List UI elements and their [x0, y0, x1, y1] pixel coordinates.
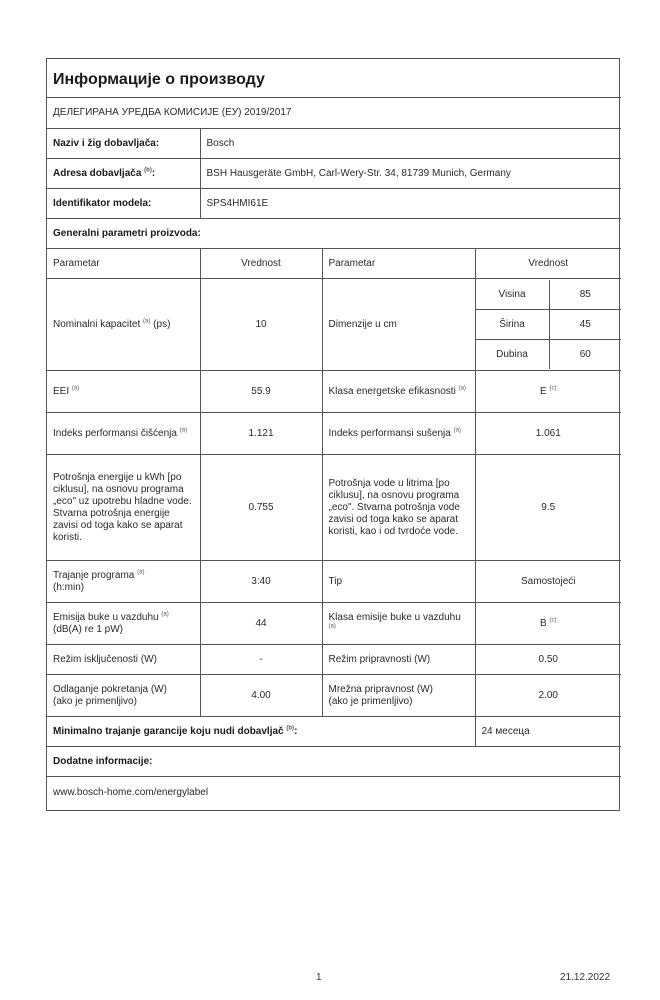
water-consumption-label: Potrošnja vode u litrima [po ciklusu], na osnovu programa „eco". Stvarna potrošnja vode zavisi od toga kako se aparat koristi, kao i od tvrdoće vode. — [322, 455, 475, 561]
page-number: 1 — [316, 972, 322, 983]
standby-mode-label: Režim pripravnosti (W) — [322, 645, 475, 675]
warranty-value: 24 месеца — [475, 717, 621, 747]
networked-standby-value: 2.00 — [475, 675, 621, 717]
capacity-label: Nominalni kapacitet $^{(a)}$ (ps) — [47, 279, 200, 371]
model-identifier-value: SPS4HMI61E — [200, 189, 621, 219]
eei-label: EEI $^{(a)}$ — [47, 371, 200, 413]
energy-class-value: E $^{(c)}$ — [475, 371, 621, 413]
footnote-marker: (b) — [144, 167, 152, 174]
noise-emission-label: Emisija buke u vazduhu $^{(a)}$ (dB(A) re 1 pW) — [47, 603, 200, 645]
type-label: Tip — [322, 561, 475, 603]
dimensions-values — [475, 279, 621, 371]
program-duration-value: 3:40 — [200, 561, 322, 603]
warranty-label: Minimalno trajanje garancije koju nudi dobavljač $^{(b)}$: — [47, 717, 475, 747]
product-info-table — [47, 59, 621, 810]
supplier-address-value: BSH Hausgeräte GmbH, Carl-Wery-Str. 34, 81739 Munich, Germany — [200, 159, 621, 189]
depth-label: Dubina — [476, 340, 550, 370]
water-consumption-value: 9.5 — [475, 455, 621, 561]
general-parameters-heading: Generalni parametri proizvoda: — [47, 219, 621, 249]
energy-class-label: Klasa energetske efikasnosti $^{(a)}$ — [322, 371, 475, 413]
type-value: Samostojeći — [475, 561, 621, 603]
noise-emission-value: 44 — [200, 603, 322, 645]
dimensions-table — [476, 280, 622, 369]
cleaning-index-label: Indeks performansi čišćenja $^{(a)}$ — [47, 413, 200, 455]
drying-index-label: Indeks performansi sušenja $^{(a)}$ — [322, 413, 475, 455]
document-date: 21.12.2022 — [560, 972, 611, 983]
additional-info-heading: Dodatne informacije: — [47, 747, 621, 777]
width-label: Širina — [476, 310, 550, 340]
energy-consumption-value: 0.755 — [200, 455, 322, 561]
height-label: Visina — [476, 280, 550, 310]
width-value: 45 — [549, 310, 621, 340]
depth-value: 60 — [549, 340, 621, 370]
regulation-subtitle: ДЕЛЕГИРАНА УРЕДБА КОМИСИЈЕ (ЕУ) 2019/2017 — [47, 98, 621, 129]
document-title: Информације о производу — [47, 59, 621, 98]
product-info-sheet — [46, 58, 620, 811]
dimensions-label: Dimenzije u cm — [322, 279, 475, 371]
delay-start-label: Odlaganje pokretanja (W) (ako je primenljivo) — [47, 675, 200, 717]
off-mode-label: Režim isključenosti (W) — [47, 645, 200, 675]
column-header-value-2: Vrednost — [475, 249, 621, 279]
energy-consumption-label: Potrošnja energije u kWh [po ciklusu], na osnovu programa „eco" uz upotrebu hladne vode. Stvarna potrošnja energije zavisi od toga kako se aparat koristi. — [47, 455, 200, 561]
standby-mode-value: 0.50 — [475, 645, 621, 675]
supplier-name-label: Naziv i žig dobavljača: — [47, 129, 200, 159]
noise-class-value: B $^{(c)}$ — [475, 603, 621, 645]
column-header-parameter-1: Parametar — [47, 249, 200, 279]
program-duration-label: Trajanje programa $^{(a)}$ (h:min) — [47, 561, 200, 603]
height-value: 85 — [549, 280, 621, 310]
energy-label-link[interactable]: www.bosch-home.com/energylabel — [47, 777, 621, 810]
cleaning-index-value: 1.121 — [200, 413, 322, 455]
supplier-address-label: Adresa dobavljača $^{(b)}$: — [47, 159, 200, 189]
capacity-value: 10 — [200, 279, 322, 371]
noise-class-label: Klasa emisije buke u vazduhu $^{(a)}$ — [322, 603, 475, 645]
model-identifier-label: Identifikator modela: — [47, 189, 200, 219]
delay-start-value: 4.00 — [200, 675, 322, 717]
column-header-parameter-2: Parametar — [322, 249, 475, 279]
supplier-name-value: Bosch — [200, 129, 621, 159]
networked-standby-label: Mrežna pripravnost (W) (ako je primenljivo) — [322, 675, 475, 717]
eei-value: 55.9 — [200, 371, 322, 413]
column-header-value-1: Vrednost — [200, 249, 322, 279]
drying-index-value: 1.061 — [475, 413, 621, 455]
off-mode-value: - — [200, 645, 322, 675]
